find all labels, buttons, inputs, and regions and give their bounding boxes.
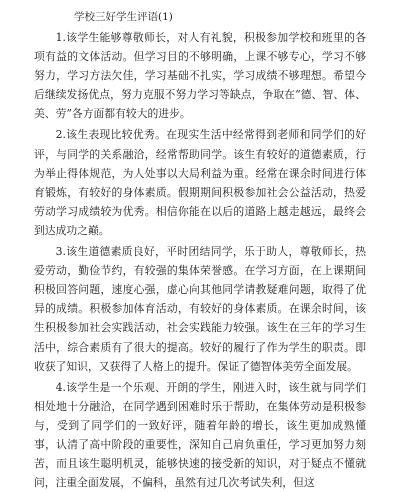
paragraph-1: 1.该学生能够尊敬师长，对人有礼貌，积极参加学校和班里的各项有益的文体活动。但学习目的不够明确，上课不够专心，学习不够努力，学习方法欠佳，学习基础不扎实，学习成绩不够理想。希望今后继续发扬优点，努力克服不努力学习等缺点，争取在“德、智、体、美、劳”各方面都有较大的进步。 — [34, 31, 366, 121]
paragraph-2: 2.该生表现比较优秀。在现实生活中经常得到老师和同学们的好评，与同学的关系融洽，经常帮助同学。该生有较好的道德素质，行为举止得体规范，为人处事以大局利益为重。经常在课余时间进行体育锻炼，有较好的身体素质。假期期间积极参加社会公益活动，热爱劳动学习成绩较为优秀。相信你能在以后的道路上越走越远，最终会到达成功之巅。 — [34, 128, 366, 237]
paragraph-3: 3.该生道德素质良好，平时团结同学，乐于助人，尊敬师长，热爱劳动，勤俭节约，有较强的集体荣誉感。在学习方面，在上课期间积极回答问题，速度心强，虚心向其他同学请教疑难问题，取得了优异的成绩。积极参加体育活动，有较好的身体素质。在课余时间，该生积极参加社会实践活动，社会实践能力较强。该生在三年的学习生活中，综合素质有了很大的提高。较好的履行了作为学生的职责。即收获了知识，又获得了人格上的提升。保证了德智体美劳全面发展。 — [34, 245, 366, 373]
paragraph-4: 4.该学生是一个乐观、开朗的学生，刚进入时，该生就与同学们相处地十分融洽，在同学遇到困难时乐于帮助，在集体劳动是积极参与，受到了同学们的一致好评，随着年龄的增长，该生更加成熟懂事，认清了高中阶段的重要性，深知自己肩负重任，学习更加努力刻苦，而且该生聪明机灵，能够快速的接受新的知识，对于疑点不懂就问，注重全面发展，不偏科，虽然有过几次考试失利，但这 — [34, 380, 366, 490]
document-title: 学校三好学生评语(1) — [74, 11, 173, 23]
